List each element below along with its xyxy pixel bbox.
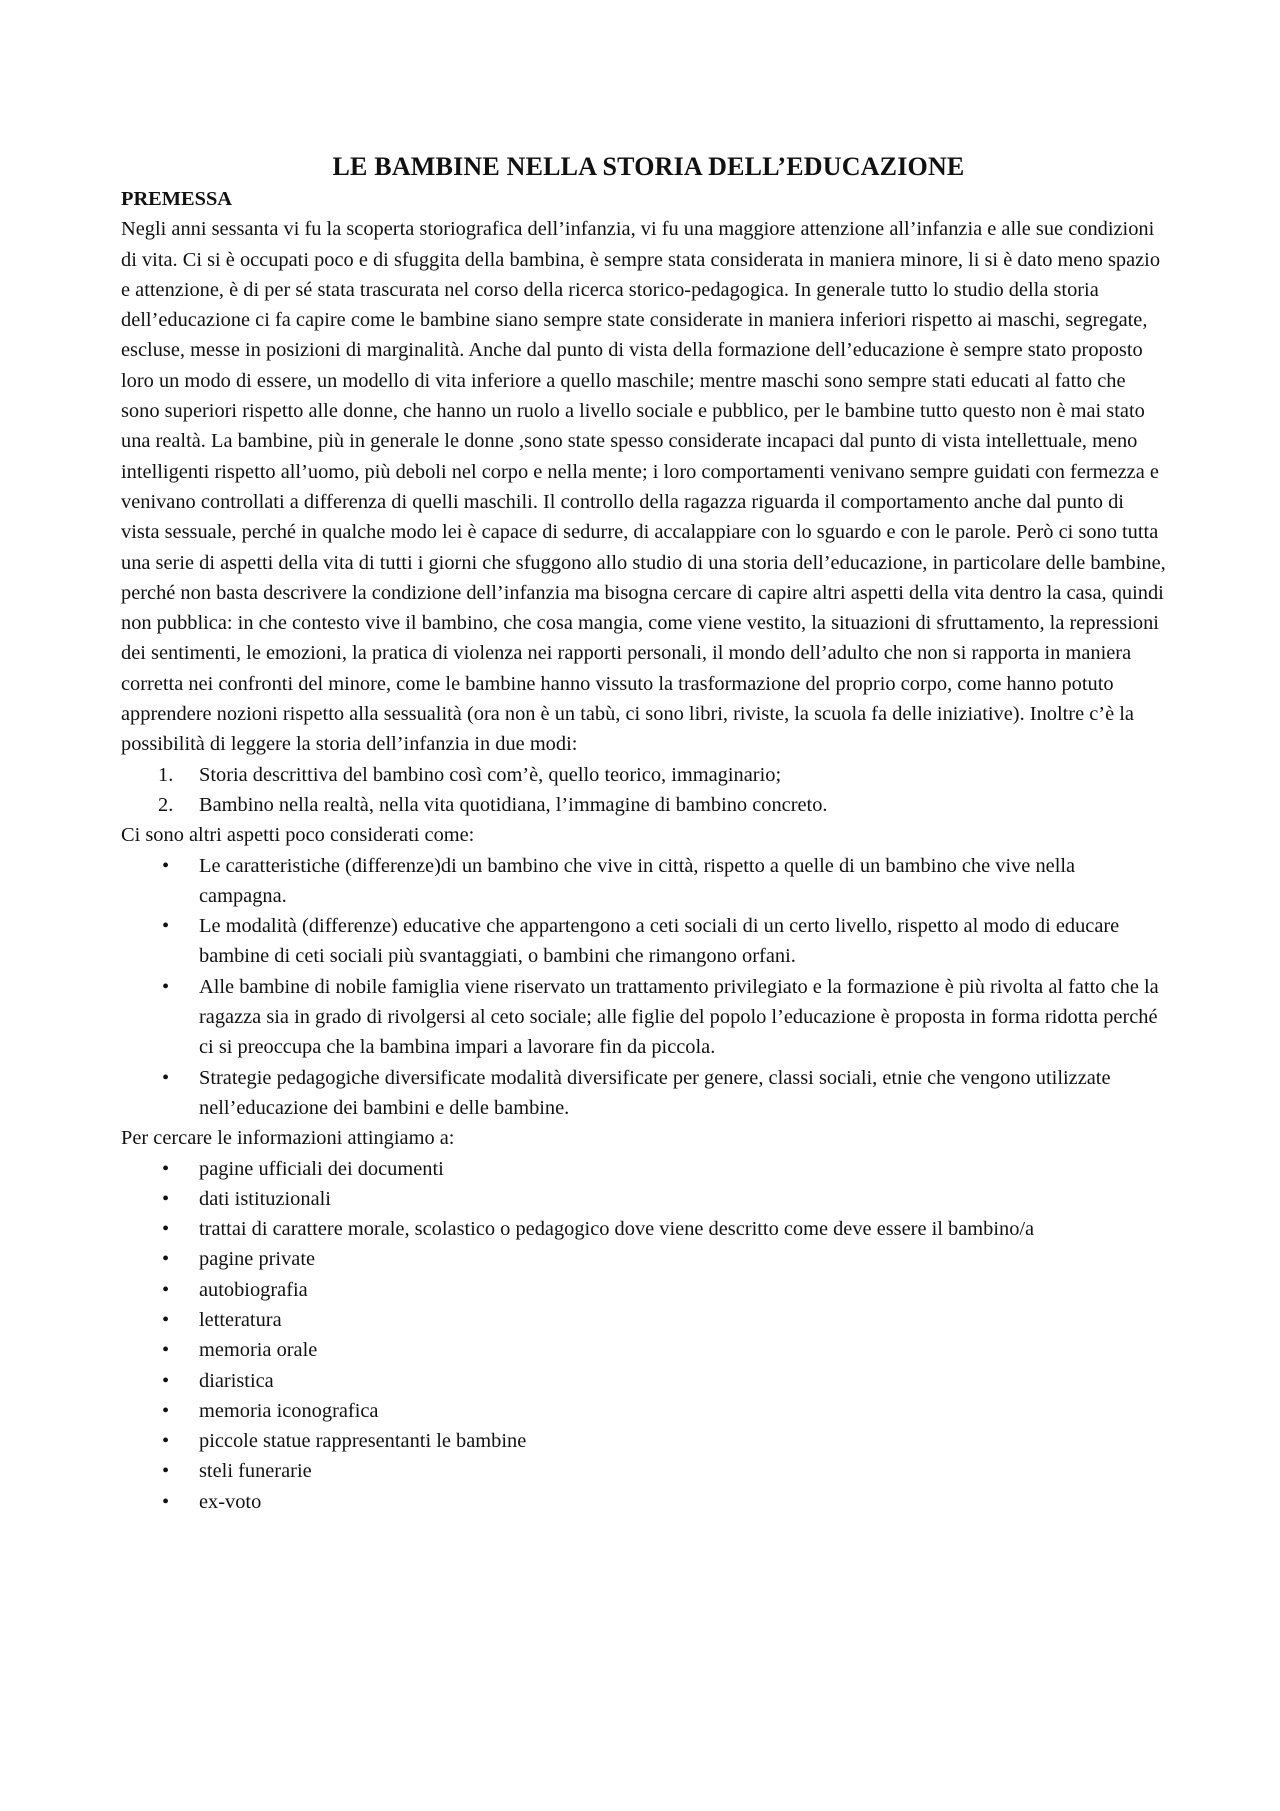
list-item xyxy=(121,1184,1166,1214)
list-item-text: Storia descrittiva del bambino così com’è, quello teorico, immaginario; xyxy=(199,763,782,786)
list-item-text: Le modalità (differenze) educative che appartengono a ceti sociali di un certo livello, rispetto al modo di educare bambine di ceti sociali più svantaggiati, o bambini che rimangono orfani. xyxy=(199,915,1120,968)
bullet-icon: • xyxy=(162,854,170,877)
list-item-text: diaristica xyxy=(199,1369,274,1392)
bullet-icon: • xyxy=(162,1308,170,1331)
bullet-icon: • xyxy=(162,975,170,998)
list-item xyxy=(121,1063,1166,1124)
section-heading: PREMESSA xyxy=(121,188,233,210)
bullet-icon: • xyxy=(162,1339,170,1362)
list-item-text: steli funerarie xyxy=(199,1460,312,1483)
numbered-list-item xyxy=(121,760,1166,790)
bullet-icon: • xyxy=(162,1399,170,1422)
bullet-icon: • xyxy=(162,1278,170,1301)
bullet-icon: • xyxy=(162,1369,170,1392)
bullet-icon: • xyxy=(162,1157,170,1180)
list-item-text: ex-voto xyxy=(199,1490,262,1513)
list-item-text: letteratura xyxy=(199,1308,282,1331)
aspects-list xyxy=(121,851,1166,1124)
list-item-text: pagine ufficiali dei documenti xyxy=(199,1157,444,1180)
list-number: 1. xyxy=(158,763,174,786)
list-item xyxy=(121,851,1166,912)
bullet-icon: • xyxy=(162,1490,170,1513)
list-item xyxy=(121,1366,1166,1396)
bullet-icon: • xyxy=(162,915,170,938)
list-item xyxy=(121,1154,1166,1184)
list-item xyxy=(121,1396,1166,1426)
list-item-text: Alle bambine di nobile famiglia viene riservato un trattamento privilegiato e la formazione è più rivolta al fatto che la ragazza sia in grado di rivolgersi al ceto sociale; alle figlie del popolo l’educazione è proposta in forma ridotta perché ci si preoccupa che la bambina impari a lavorare fin da piccola. xyxy=(199,975,1159,1059)
list-item-text: memoria orale xyxy=(199,1339,318,1362)
list-item xyxy=(121,1335,1166,1365)
list-item xyxy=(121,1305,1166,1335)
bullet-icon: • xyxy=(162,1248,170,1271)
list-item xyxy=(121,972,1166,1063)
list-item xyxy=(121,1214,1166,1244)
numbered-list xyxy=(121,760,1166,821)
numbered-list-item xyxy=(121,790,1166,820)
bullet-icon: • xyxy=(162,1187,170,1210)
bullet-icon: • xyxy=(162,1066,170,1089)
list-item-text: Le caratteristiche (differenze)di un bambino che vive in città, rispetto a quelle di un bambino che vive nella campagna. xyxy=(199,854,1076,907)
document-title: LE BAMBINE NELLA STORIA DELL’EDUCAZIONE xyxy=(332,152,965,181)
list-item-text: pagine private xyxy=(199,1248,316,1271)
aspects-intro: Ci sono altri aspetti poco considerati come: xyxy=(121,824,475,847)
list-item-text: piccole statue rappresentanti le bambine xyxy=(199,1430,527,1453)
list-item xyxy=(121,1426,1166,1456)
list-item-text: trattai di carattere morale, scolastico o pedagogico dove viene descritto come deve essere il bambino/a xyxy=(199,1218,1035,1241)
sources-list xyxy=(121,1154,1166,1518)
list-item xyxy=(121,1456,1166,1486)
bullet-icon: • xyxy=(162,1430,170,1453)
list-number: 2. xyxy=(158,793,174,816)
list-item xyxy=(121,1487,1166,1517)
list-item-text: Strategie pedagogiche diversificate modalità diversificate per genere, classi sociali, etnie che vengono utilizzate nell’educazione dei bambini e delle bambine. xyxy=(199,1066,1111,1119)
intro-paragraph: Negli anni sessanta vi fu la scoperta storiografica dell’infanzia, vi fu una maggiore attenzione all’infanzia e alle sue condizioni di vita. Ci si è occupati poco e di sfuggita della bambina, è sempre stata considerata in maniera minore, li si è dato meno spazio e attenzione, è di per sé stata trascurata nel corso della ricerca storico-pedagogica. In generale tutto lo studio della storia dell’educazione ci fa capire come le bambine siano sempre state considerate in maniera inferiori rispetto ai maschi, segregate, escluse, messe in posizioni di marginalità. Anche dal punto di vista della formazione dell’educazione è sempre stato proposto loro un modo di essere, un modello di vita inferiore a quello maschile; mentre maschi sono sempre stati educati al fatto che sono superiori rispetto alle donne, che hanno un ruolo a livello sociale e pubblico, per le bambine tutto questo non è mai stato una realtà. La bambine, più in generale le donne ,sono state spesso considerate incapaci dal punto di vista intellettuale, meno intelligenti rispetto all’uomo, più deboli nel corpo e nella mente; i loro comportamenti venivano sempre guidati con fermezza e venivano controllati a differenza di quelli maschili. Il controllo della ragazza riguarda il comportamento anche dal punto di vista sessuale, perché in qualche modo lei è capace di sedurre, di accalappiare con lo sguardo e con le parole. Però ci sono tutta una serie di aspetti della vita di tutti i giorni che sfuggono allo studio di una storia dell’educazione, in particolare delle bambine, perché non basta descrivere la condizione dell’infanzia ma bisogna cercare di capire altri aspetti della vita dentro la casa, quindi non pubblica: in che contesto vive il bambino, che cosa mangia, come viene vestito, la situazioni di sfruttamento, la repressioni dei sentimenti, le emozioni, la pratica di violenza nei rapporti personali, il mondo dell’adulto che non si rapporta in maniera corretta nei confronti del minore, come le bambine hanno vissuto la trasformazione del proprio corpo, come hanno potuto apprendere nozioni rispetto alla sessualità (ora non è un tabù, ci sono libri, riviste, la scuola fa delle iniziative). Inoltre c’è la possibilità di leggere la storia dell’infanzia in due modi: xyxy=(121,218,1166,756)
bullet-icon: • xyxy=(162,1460,170,1483)
sources-intro: Per cercare le informazioni attingiamo a: xyxy=(121,1127,455,1150)
list-item-text: memoria iconografica xyxy=(199,1399,379,1422)
list-item xyxy=(121,1275,1166,1305)
document-page xyxy=(121,150,1166,1517)
list-item-text: Bambino nella realtà, nella vita quotidiana, l’immagine di bambino concreto. xyxy=(199,793,828,816)
list-item xyxy=(121,1244,1166,1274)
list-item-text: dati istituzionali xyxy=(199,1187,331,1210)
list-item xyxy=(121,911,1166,972)
list-item-text: autobiografia xyxy=(199,1278,308,1301)
bullet-icon: • xyxy=(162,1218,170,1241)
